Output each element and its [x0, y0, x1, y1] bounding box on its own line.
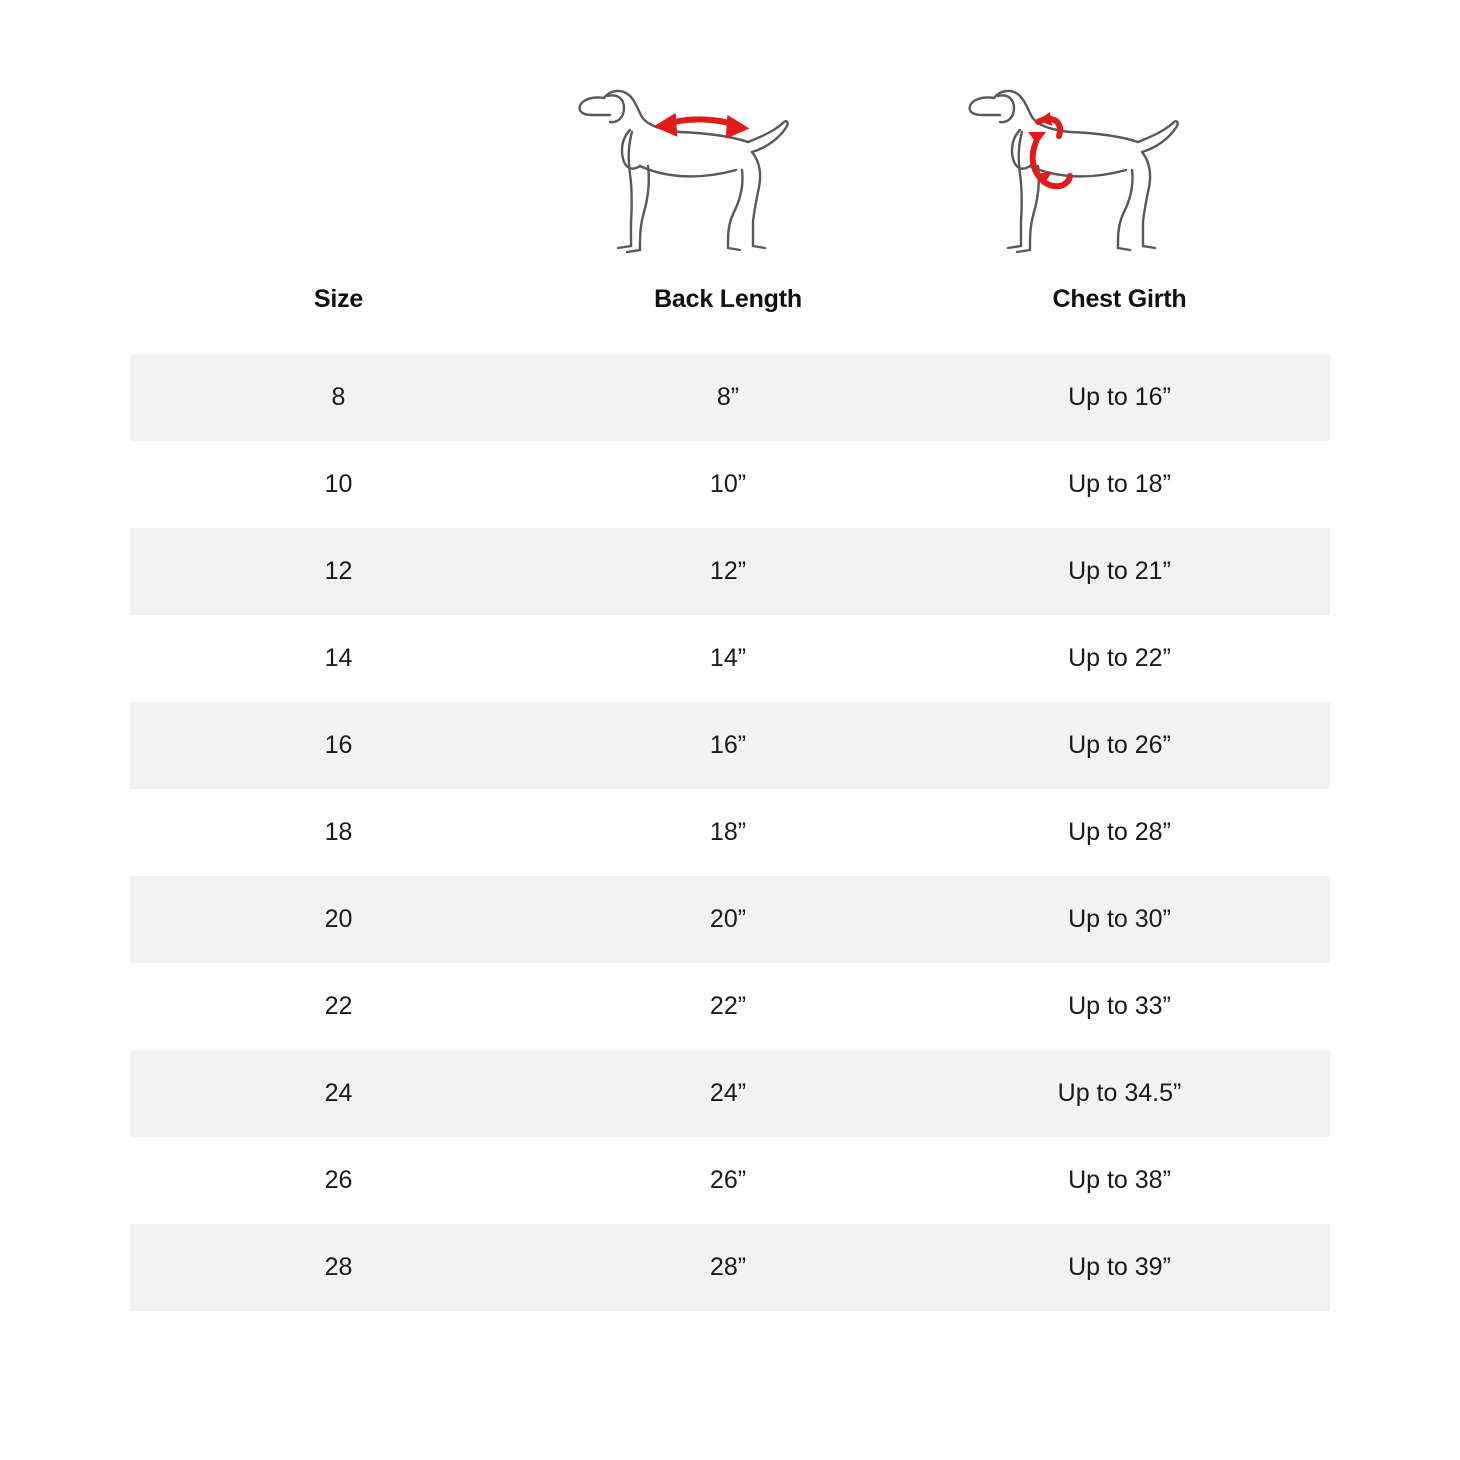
cell-back-length: 22”: [547, 963, 909, 1050]
cell-size: 16: [130, 702, 547, 789]
cell-size: 14: [130, 615, 547, 702]
table-row: [130, 789, 1330, 876]
cell-chest-girth: Up to 39”: [909, 1224, 1330, 1311]
column-header-chest-girth: Chest Girth: [909, 285, 1330, 354]
cell-back-length: 12”: [547, 528, 909, 615]
table-header-row: [130, 285, 1330, 354]
cell-chest-girth: Up to 16”: [909, 354, 1330, 441]
cell-back-length: 16”: [547, 702, 909, 789]
cell-back-length: 10”: [547, 441, 909, 528]
cell-back-length: 26”: [547, 1137, 909, 1224]
table-row: [130, 1050, 1330, 1137]
column-header-size: Size: [130, 285, 547, 354]
table-header: [130, 285, 1330, 354]
cell-chest-girth: Up to 28”: [909, 789, 1330, 876]
size-chart-table: [130, 285, 1330, 1311]
table-row: [130, 1224, 1330, 1311]
table-row: [130, 1137, 1330, 1224]
table-row: [130, 354, 1330, 441]
table-row: [130, 615, 1330, 702]
table-row: [130, 441, 1330, 528]
cell-size: 8: [130, 354, 547, 441]
dog-back-length-measurement-icon: [570, 70, 830, 270]
cell-size: 28: [130, 1224, 547, 1311]
table-row: [130, 528, 1330, 615]
cell-size: 12: [130, 528, 547, 615]
cell-size: 20: [130, 876, 547, 963]
table-body: [130, 354, 1330, 1311]
cell-size: 22: [130, 963, 547, 1050]
cell-chest-girth: Up to 21”: [909, 528, 1330, 615]
cell-size: 18: [130, 789, 547, 876]
cell-back-length: 18”: [547, 789, 909, 876]
cell-back-length: 20”: [547, 876, 909, 963]
cell-chest-girth: Up to 38”: [909, 1137, 1330, 1224]
table-row: [130, 702, 1330, 789]
cell-back-length: 8”: [547, 354, 909, 441]
cell-chest-girth: Up to 33”: [909, 963, 1330, 1050]
cell-size: 10: [130, 441, 547, 528]
dog-chest-girth-measurement-icon: [960, 70, 1220, 270]
cell-chest-girth: Up to 26”: [909, 702, 1330, 789]
cell-size: 24: [130, 1050, 547, 1137]
cell-chest-girth: Up to 30”: [909, 876, 1330, 963]
cell-chest-girth: Up to 22”: [909, 615, 1330, 702]
table-row: [130, 876, 1330, 963]
cell-chest-girth: Up to 34.5”: [909, 1050, 1330, 1137]
column-header-back-length: Back Length: [547, 285, 909, 354]
measurement-diagrams: [130, 70, 1330, 280]
cell-chest-girth: Up to 18”: [909, 441, 1330, 528]
cell-back-length: 24”: [547, 1050, 909, 1137]
cell-size: 26: [130, 1137, 547, 1224]
cell-back-length: 28”: [547, 1224, 909, 1311]
cell-back-length: 14”: [547, 615, 909, 702]
table-row: [130, 963, 1330, 1050]
